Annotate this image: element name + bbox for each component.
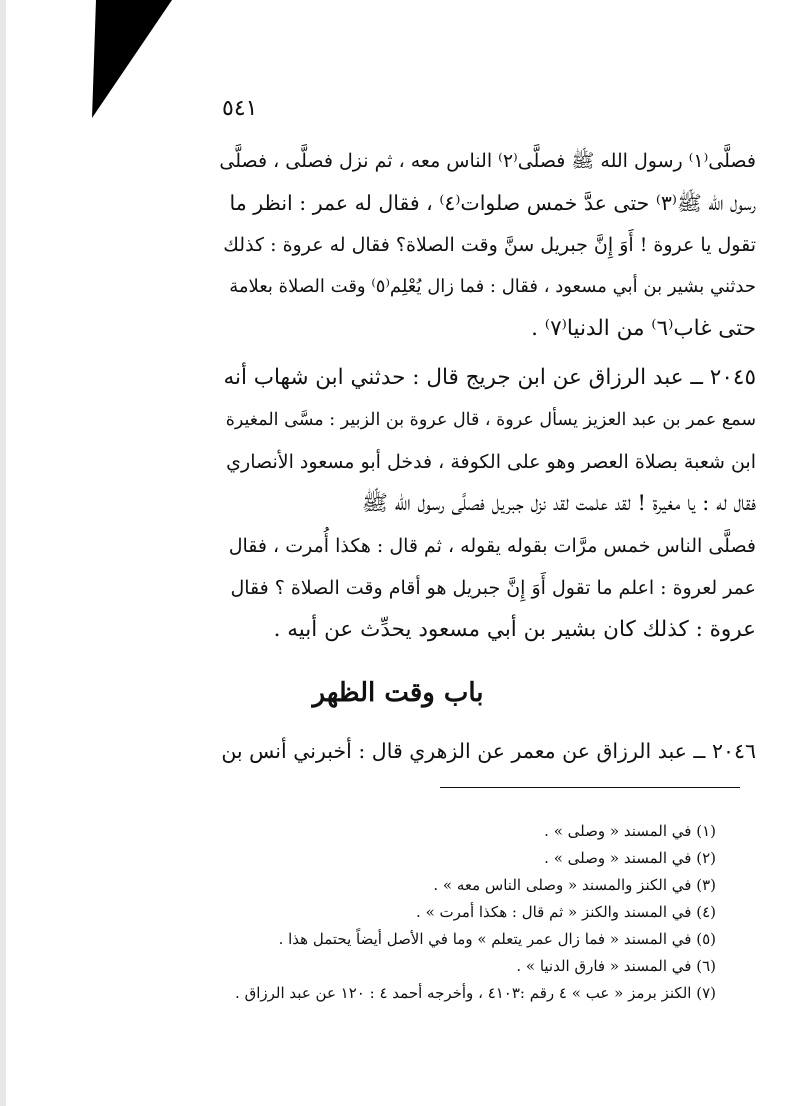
text-line: حتى غاب⁽٦⁾ من الدنيا⁽٧⁾ . bbox=[531, 316, 756, 341]
scan-edge bbox=[0, 0, 6, 1106]
text-line: ٢٠٤٦ ــ عبد الرزاق عن معمر عن الزهري قال : أخبرني أنس بن bbox=[221, 739, 756, 763]
footnote: (٧) الكنز برمز « عب » ٤ رقم :٤١٠٣ ، وأخرجه أحمد ٤ : ١٢٠ عن عبد الرزاق . bbox=[235, 984, 716, 1002]
paragraph-2046 bbox=[218, 730, 756, 772]
footnote: (٦) في المسند « فارق الدنيا » . bbox=[516, 957, 716, 975]
corner-shadow bbox=[0, 0, 180, 120]
text-line: حدثني بشير بن أبي مسعود ، فقال : فما زال يُعْلِم⁽٥⁾ وقت الصلاة بعلامة bbox=[229, 276, 756, 297]
text-line: تقول يا عروة ! أَوَ إِنَّ جبريل سنَّ وقت الصلاة؟ فقال له عروة : كذلك bbox=[223, 234, 756, 256]
text-line: ٢٠٤٥ ــ عبد الرزاق عن ابن جريج قال : حدثني ابن شهاب أنه bbox=[223, 365, 756, 390]
footnote: (٤) في المسند والكنز « ثم قال : هكذا أمرت » . bbox=[416, 903, 716, 921]
text-line: فصلَّى الناس خمس مرَّات بقوله يقوله ، ثم قال : هكذا أُمرت ، فقال bbox=[228, 535, 756, 557]
page-number: ٥٤١ bbox=[222, 96, 258, 121]
footnote: (٢) في المسند « وصلى » . bbox=[544, 849, 716, 867]
footnote: (٥) في المسند « فما زال عمر يتعلم » وما في الأصل أيضاً يحتمل هذا . bbox=[278, 930, 716, 948]
footnotes bbox=[190, 818, 716, 1007]
text-line: فصلَّى⁽١⁾ رسول الله ﷺ فصلَّى⁽٢⁾ الناس معه ، ثم نزل فصلَّى ، فصلَّى bbox=[219, 150, 756, 172]
footnote: (١) في المسند « وصلى » . bbox=[544, 822, 716, 840]
text-line: فقال له : يا مغيرة ! لقد علمت لقد نزل جبريل فصلَّى رسول الله ﷺ bbox=[361, 491, 756, 516]
text-line: عروة : كذلك كان بشير بن أبي مسعود يحدِّث عن أبيه . bbox=[273, 617, 756, 642]
footnote-divider bbox=[440, 787, 740, 788]
section-heading: باب وقت الظهر bbox=[312, 678, 484, 708]
footnote: (٣) في الكنز والمسند « وصلى الناس معه » . bbox=[433, 876, 716, 894]
paragraph-1 bbox=[218, 140, 756, 350]
text-line: عمر لعروة : اعلم ما تقول أَوَ إِنَّ جبريل هو أقام وقت الصلاة ؟ فقال bbox=[230, 577, 756, 599]
text-line: ابن شعبة بصلاة العصر وهو على الكوفة ، فدخل أبو مسعود الأنصاري bbox=[226, 451, 756, 473]
paragraph-2045 bbox=[218, 357, 756, 651]
text-line: سمع عمر بن عبد العزيز يسأل عروة ، قال عروة بن الزبير : مسَّى المغيرة bbox=[225, 410, 756, 430]
text-line: رسول الله ﷺ⁽٣⁾ حتى عدَّ خمس صلوات⁽٤⁾ ، فقال له عمر : انظر ما bbox=[229, 191, 756, 215]
